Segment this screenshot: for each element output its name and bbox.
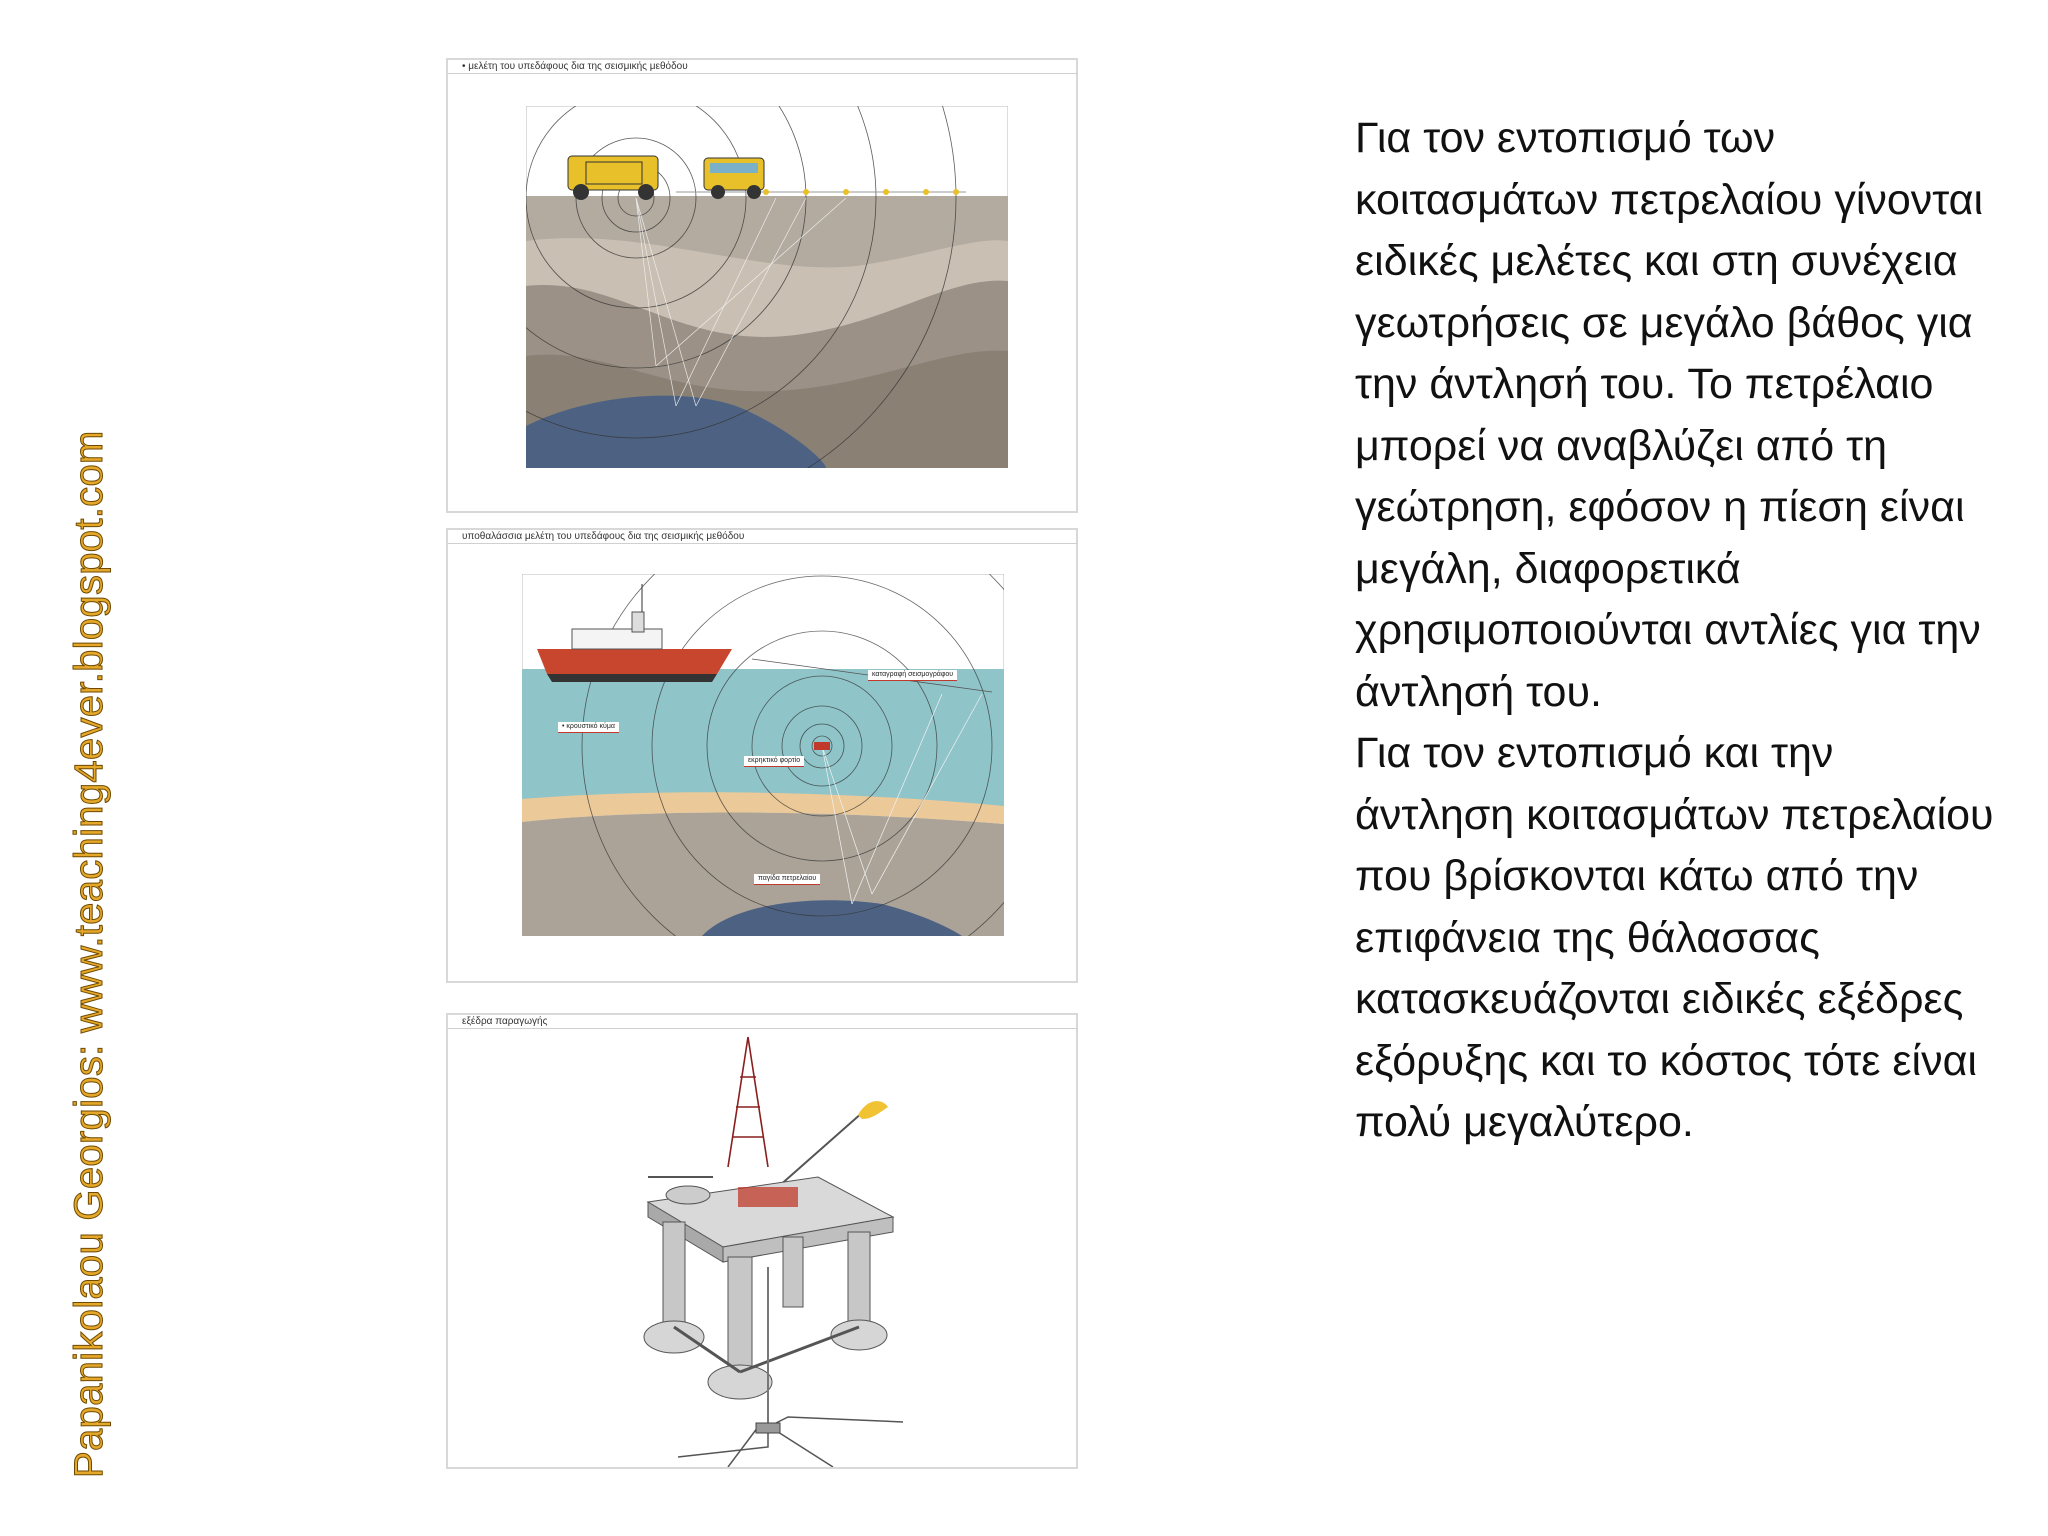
offshore-seismic-panel [446, 528, 1078, 983]
label-shock-wave: • κρουστικό κύμα [558, 722, 619, 733]
paragraph-onshore: Για τον εντοπισμό των κοιτασμάτων πετρελαίου γίνονται ειδικές μελέτες και στη συνέχεια γεωτρήσεις σε μεγάλο βάθος για την άντλησή του. Το πετρέλαιο μπορεί να αναβλύζει από τη γεώτρηση, εφόσον η πίεση είναι μεγάλη, διαφορετικά χρησιμοποιούνται αντλίες για την άντλησή του. [1355, 114, 1984, 716]
label-recording: καταγραφή σεισμογράφου [868, 670, 957, 681]
panel-title: εξέδρα παραγωγής [462, 1016, 548, 1027]
production-platform-illustration [618, 1027, 918, 1467]
paragraph-offshore: Για τον εντοπισμό και την άντληση κοιτασμάτων πετρελαίου που βρίσκονται κάτω από την επιφάνεια της θάλασσας κατασκευάζονται ειδικές εξέδρες εξόρυξης και το κόστος τότε είναι πολύ μεγαλύτερο. [1355, 729, 1994, 1146]
panel-title: υποθαλάσσια μελέτη του υπεδάφους δια της σεισμικής μεθόδου [462, 531, 745, 542]
side-caption: Papanikolaou Georgios: www.teaching4ever.blogspot.com [67, 430, 111, 1478]
onshore-seismic-panel [446, 58, 1078, 513]
body-text [1355, 108, 1995, 1154]
panel-title: • μελέτη του υπεδάφους δια της σεισμικής μεθόδου [462, 61, 688, 72]
production-platform-panel [446, 1013, 1078, 1469]
onshore-seismic-illustration [526, 106, 1008, 468]
label-oil-trap: παγίδα πετρελαίου [754, 874, 820, 885]
label-explosive: εκρηκτικό φορτίο [744, 756, 804, 767]
